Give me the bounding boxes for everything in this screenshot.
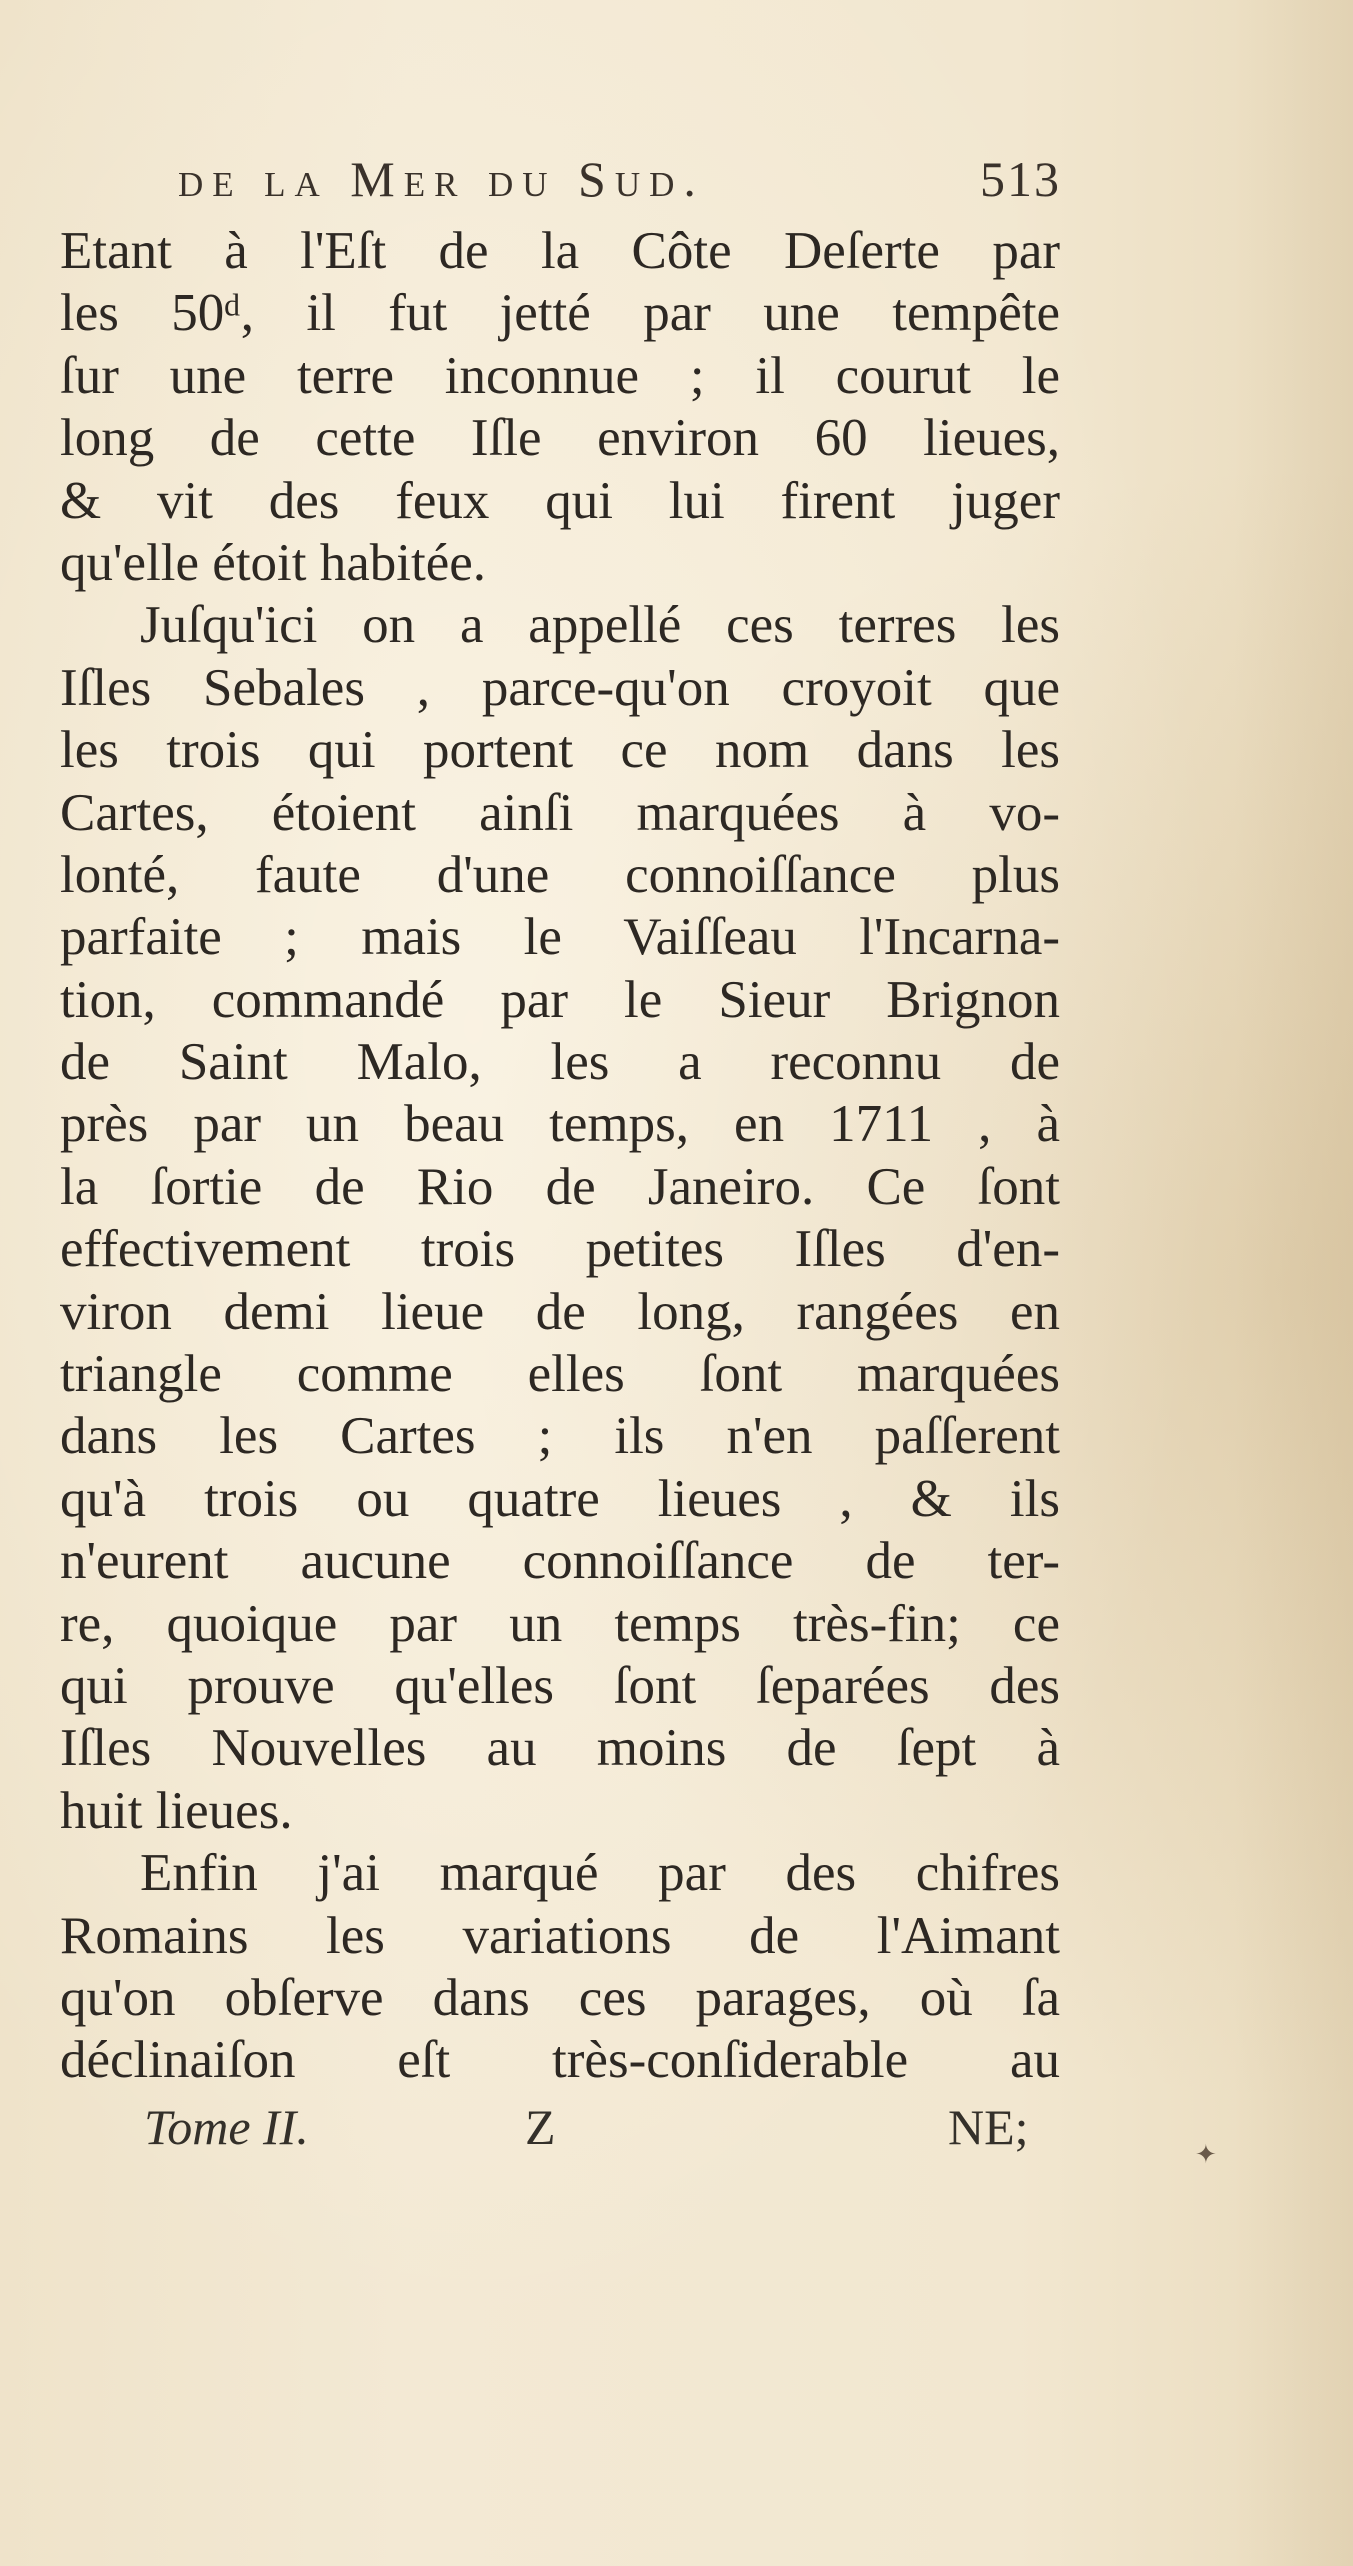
text-line: la ſortie de Rio de Janeiro. Ce ſont: [60, 1157, 1060, 1216]
page-text-block: [60, 150, 1060, 2160]
page-number: 513: [980, 151, 1061, 207]
text-line: long de cette Iſle environ 60 lieues,: [60, 409, 1060, 468]
page-edge-shading: [1233, 0, 1353, 2566]
text-line: près par un beau temps, en 1711 , à: [60, 1095, 1060, 1154]
page-footer: [60, 2098, 1060, 2160]
running-head: [60, 150, 1060, 214]
text-line: huit lieues.: [60, 1781, 293, 1840]
catchword: NE;: [948, 2098, 1029, 2155]
text-line: tion, commandé par le Sieur Brignon: [60, 970, 1060, 1029]
text-line: déclinaiſon eſt très-conſiderable au: [60, 2031, 1060, 2090]
text-line: qui prouve qu'elles ſont ſeparées des: [60, 1656, 1060, 1715]
text-line: re, quoique par un temps très-fin; ce: [60, 1594, 1060, 1653]
text-line: qu'à trois ou quatre lieues , & ils: [60, 1469, 1060, 1528]
text-line: effectivement trois petites Iſles d'en-: [60, 1220, 1060, 1279]
running-head-title: de la Mer du Sud.: [178, 151, 705, 207]
text-line: ſur une terre inconnue ; il courut le: [60, 346, 1060, 405]
text-line: qu'on obſerve dans ces parages, où ſa: [60, 1968, 1060, 2027]
text-line: Cartes, étoient ainſi marquées à vo-: [60, 783, 1060, 842]
text-line: Iſles Nouvelles au moins de ſept à: [60, 1719, 1060, 1778]
text-line: parfaite ; mais le Vaiſſeau l'Incarna-: [60, 908, 1060, 967]
text-line: triangle comme elles ſont marquées: [60, 1345, 1060, 1404]
text-line: les trois qui portent ce nom dans les: [60, 721, 1060, 780]
text-line: viron demi lieue de long, rangées en: [60, 1282, 1060, 1341]
text-line: n'eurent aucune connoiſſance de ter-: [60, 1532, 1060, 1591]
ink-speck-icon: ✦: [1195, 2140, 1217, 2170]
volume-label: Tome II.: [144, 2098, 309, 2155]
text-line: dans les Cartes ; ils n'en paſſerent: [60, 1407, 1060, 1466]
text-line: Juſqu'ici on a appellé ces terres les: [140, 596, 1060, 655]
text-line: de Saint Malo, les a reconnu de: [60, 1033, 1060, 1092]
text-line: Iſles Sebales , parce-qu'on croyoit que: [60, 658, 1060, 717]
text-line: lonté, faute d'une connoiſſance plus: [60, 845, 1060, 904]
text-line: Etant à l'Eſt de la Côte Deſerte par: [60, 222, 1060, 280]
text-line: les 50ᵈ, il fut jetté par une tempête: [60, 284, 1060, 343]
text-line: Enfin j'ai marqué par des chifres: [140, 1844, 1060, 1903]
signature-mark: Z: [525, 2098, 556, 2155]
text-line: & vit des feux qui lui firent juger: [60, 471, 1060, 530]
text-line: Romains les variations de l'Aimant: [60, 1906, 1060, 1965]
text-line: qu'elle étoit habitée.: [60, 533, 487, 592]
